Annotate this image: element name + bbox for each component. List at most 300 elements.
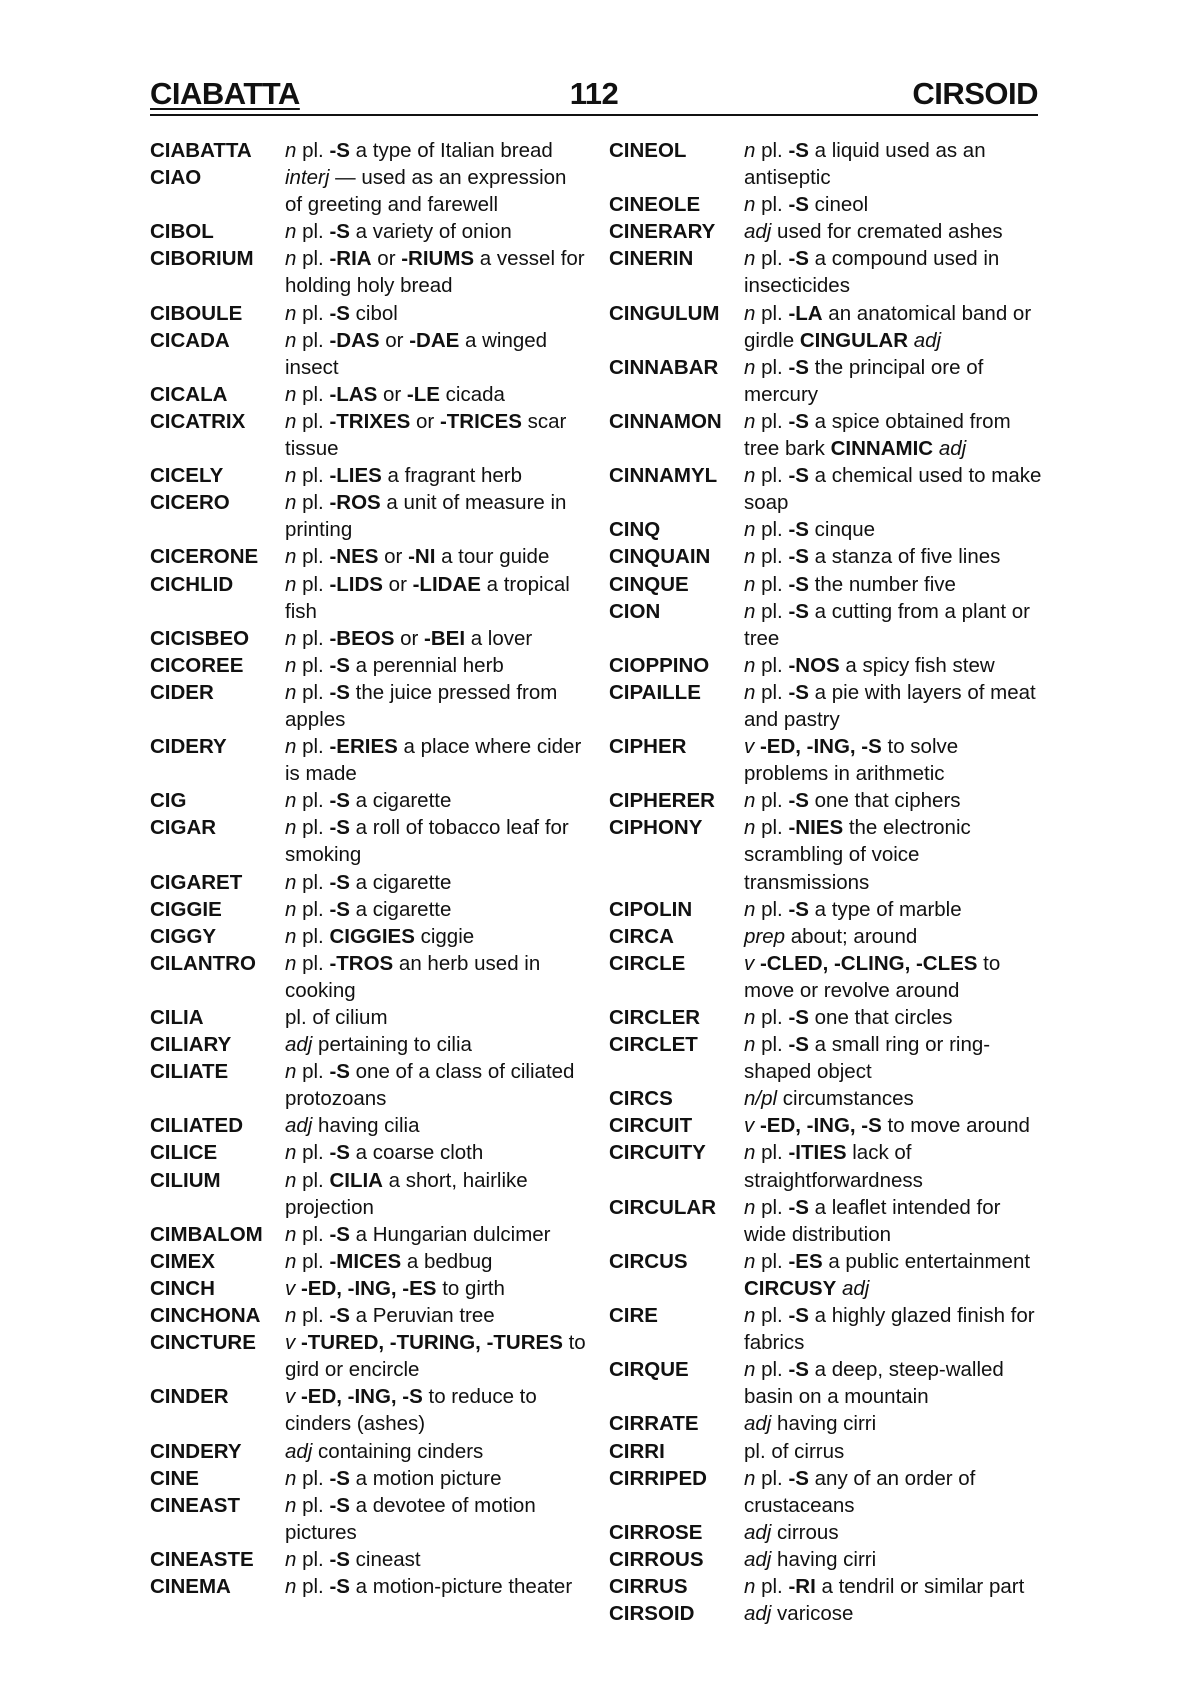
definition-text: pl. xyxy=(296,409,330,433)
inflection: -S xyxy=(329,1141,350,1165)
dictionary-entry xyxy=(609,1573,1049,1600)
definition xyxy=(744,462,1047,516)
headword: CINEASTE xyxy=(150,1547,254,1571)
headword: CIRRI xyxy=(609,1439,665,1463)
dictionary-entry xyxy=(150,1112,590,1139)
definition xyxy=(744,191,1047,218)
part-of-speech: n xyxy=(285,653,297,677)
part-of-speech: n xyxy=(744,139,756,162)
dictionary-entry xyxy=(150,1383,590,1437)
definition xyxy=(285,571,588,625)
definition-text: pl. xyxy=(296,1168,330,1192)
dictionary-entry xyxy=(150,1221,590,1248)
dictionary-entry xyxy=(150,1573,590,1600)
dictionary-entry xyxy=(150,733,590,787)
definition xyxy=(744,814,1047,895)
part-of-speech: n xyxy=(285,491,297,515)
definition xyxy=(285,679,588,733)
part-of-speech: n xyxy=(744,1141,756,1165)
dictionary-entry xyxy=(609,896,1049,923)
inflection: -S xyxy=(788,897,809,921)
right-column xyxy=(609,137,1049,1627)
part-of-speech: interj xyxy=(285,166,330,190)
part-of-speech: n xyxy=(744,1304,756,1328)
definition-text: varicose xyxy=(771,1602,854,1626)
definition xyxy=(744,137,1047,191)
headword: CION xyxy=(609,599,661,623)
definition xyxy=(285,164,588,218)
definition-text: a fragrant herb xyxy=(381,464,523,488)
dictionary-entry xyxy=(609,598,1049,652)
part-of-speech: n xyxy=(744,1033,756,1057)
dictionary-entry xyxy=(609,218,1049,245)
part-of-speech: adj xyxy=(913,328,942,352)
inflection: -LIES xyxy=(329,464,382,488)
headword: CINERARY xyxy=(609,220,716,244)
definition xyxy=(285,1383,588,1437)
part-of-speech: n xyxy=(744,518,756,542)
inflection: -S xyxy=(329,870,350,894)
part-of-speech: n xyxy=(285,897,297,921)
definition xyxy=(285,652,588,679)
definition xyxy=(285,300,588,327)
dictionary-entry xyxy=(609,1465,1049,1519)
inflection: -RIUMS xyxy=(401,247,475,271)
definition xyxy=(744,896,1047,923)
definition xyxy=(744,598,1047,652)
definition-text: the juice pressed from apples xyxy=(285,680,558,731)
headword: CIPHONY xyxy=(609,816,703,840)
dictionary-entry xyxy=(609,923,1049,950)
inflection: -S xyxy=(788,1006,809,1029)
definition xyxy=(285,408,588,462)
definition xyxy=(285,543,588,570)
definition-text: pl. xyxy=(755,355,789,379)
dictionary-entry xyxy=(609,1139,1049,1193)
definition-text: pl. xyxy=(755,193,789,217)
part-of-speech: n xyxy=(285,951,297,975)
headword: CIBOULE xyxy=(150,301,243,325)
definition-text: to reduce to cinders (ashes) xyxy=(285,1385,537,1436)
part-of-speech: prep xyxy=(744,924,786,948)
headword: CILIARY xyxy=(150,1033,232,1057)
dictionary-entry xyxy=(609,1085,1049,1112)
definition-text: pl. xyxy=(296,1547,330,1571)
inflection: -S xyxy=(329,1574,350,1598)
definition-text: a cigarette xyxy=(349,897,452,921)
part-of-speech: n xyxy=(744,1358,756,1382)
inflection: CIGGIES xyxy=(329,924,415,948)
inflection: -LE xyxy=(406,382,440,406)
part-of-speech: n xyxy=(285,572,297,596)
definition xyxy=(285,625,588,652)
headword: CIRRUS xyxy=(609,1574,688,1598)
definition xyxy=(744,1573,1047,1600)
dictionary-entry xyxy=(150,625,590,652)
definition xyxy=(744,1139,1047,1193)
definition-text: pl. xyxy=(296,789,330,813)
definition xyxy=(744,1600,1047,1627)
dictionary-entry xyxy=(150,137,590,164)
definition-text: an anatomical band or girdle xyxy=(744,301,1032,352)
dictionary-entry xyxy=(150,1004,590,1031)
inflection: -S xyxy=(788,1033,809,1057)
definition-text: a tropical fish xyxy=(285,572,570,623)
part-of-speech: n xyxy=(285,301,297,325)
inflection: -S xyxy=(788,355,809,379)
definition-text: a vessel for holding holy bread xyxy=(285,247,585,298)
dictionary-entry xyxy=(150,218,590,245)
inflection: -S xyxy=(788,193,809,217)
definition-text: or xyxy=(377,382,407,406)
definition-text: pl. of cilium xyxy=(285,1006,388,1029)
inflection: -S xyxy=(329,653,350,677)
headword: CILIUM xyxy=(150,1168,221,1192)
headword: CINDERY xyxy=(150,1439,242,1463)
definition xyxy=(744,516,1047,543)
inflection: -S xyxy=(329,301,350,325)
dictionary-entry xyxy=(150,1438,590,1465)
definition xyxy=(285,381,588,408)
headword: CINEOLE xyxy=(609,193,701,217)
dictionary-entry xyxy=(609,787,1049,814)
headword: CIDERY xyxy=(150,735,227,759)
definition-text: cinque xyxy=(808,518,876,542)
definition-text: a motion picture xyxy=(349,1466,502,1490)
headword: CIGGY xyxy=(150,924,217,948)
headword: CICERONE xyxy=(150,545,259,569)
headword: CICISBEO xyxy=(150,626,250,650)
definition xyxy=(744,652,1047,679)
part-of-speech: n xyxy=(744,599,756,623)
definition-text: cineast xyxy=(349,1547,421,1571)
part-of-speech: n xyxy=(744,1466,756,1490)
inflection: -S xyxy=(329,220,350,244)
inflection: -S xyxy=(788,1358,809,1382)
definition-text: pl. xyxy=(755,1249,789,1273)
definition-text: pl. xyxy=(755,680,789,704)
definition-text: a stanza of five lines xyxy=(808,545,1001,569)
headword: CINNABAR xyxy=(609,355,719,379)
part-of-speech: n xyxy=(285,1060,297,1084)
headword: CIDER xyxy=(150,680,214,704)
inflection: -ED, -ING, -ES xyxy=(300,1276,437,1300)
headword: CINEOL xyxy=(609,139,687,162)
headword: CILICE xyxy=(150,1141,218,1165)
part-of-speech: adj xyxy=(285,1114,313,1138)
definition-text: a cigarette xyxy=(349,789,452,813)
definition-text: pl. xyxy=(755,1141,789,1165)
definition-text: ciggie xyxy=(414,924,475,948)
inflection: -RIA xyxy=(329,247,372,271)
definition xyxy=(285,1438,588,1465)
definition-text: pl. xyxy=(296,1493,330,1517)
headword: CINQUE xyxy=(609,572,689,596)
inflection: -S xyxy=(329,1493,350,1517)
headword: CIRSOID xyxy=(609,1602,695,1626)
dictionary-entry xyxy=(150,896,590,923)
headword: CIRCLET xyxy=(609,1033,698,1057)
inflection: -S xyxy=(788,1466,809,1490)
definition-text: a motion-picture theater xyxy=(349,1574,573,1598)
part-of-speech: n xyxy=(744,680,756,704)
dictionary-entry xyxy=(609,1112,1049,1139)
inflection: -LIDS xyxy=(329,572,383,596)
dictionary-entry xyxy=(609,1031,1049,1085)
inflection: -ITIES xyxy=(788,1141,847,1165)
definition-text: — used as an expression of greeting and farewell xyxy=(285,166,567,217)
definition-text: or xyxy=(382,572,413,596)
headword: CIRRATE xyxy=(609,1412,699,1436)
headword: CIOPPINO xyxy=(609,653,710,677)
definition-text: pl. xyxy=(296,301,330,325)
part-of-speech: n xyxy=(744,572,756,596)
dictionary-entry xyxy=(609,516,1049,543)
inflection: -S xyxy=(788,464,809,488)
dictionary-entry xyxy=(150,1329,590,1383)
part-of-speech: n xyxy=(285,1141,297,1165)
dictionary-entry xyxy=(609,571,1049,598)
inflection: -S xyxy=(329,680,350,704)
definition xyxy=(285,218,588,245)
headword: CILIATED xyxy=(150,1114,244,1138)
inflection: -S xyxy=(329,1466,350,1490)
definition xyxy=(285,462,588,489)
definition-text: a type of Italian bread xyxy=(349,139,553,162)
definition-text: pl. of cirrus xyxy=(744,1439,845,1463)
definition-text: used for cremated ashes xyxy=(771,220,1003,244)
part-of-speech: v xyxy=(285,1331,296,1355)
guide-word-right: CIRSOID xyxy=(912,76,1038,111)
headword: CIBORIUM xyxy=(150,247,254,271)
inflection: -LAS xyxy=(329,382,378,406)
page-header xyxy=(150,74,1038,116)
part-of-speech: n xyxy=(744,545,756,569)
definition-text: a devotee of motion pictures xyxy=(285,1493,536,1544)
definition-text: pl. xyxy=(296,951,330,975)
definition-text: pl. xyxy=(755,545,789,569)
dictionary-entry xyxy=(150,1465,590,1492)
headword: CINE xyxy=(150,1466,199,1490)
definition-text: a spicy fish stew xyxy=(839,653,995,677)
headword: CINCH xyxy=(150,1276,215,1300)
dictionary-entry xyxy=(609,814,1049,895)
dictionary-entry xyxy=(150,1302,590,1329)
definition xyxy=(744,354,1047,408)
headword: CIPHER xyxy=(609,735,687,759)
headword: CINEAST xyxy=(150,1493,240,1517)
inflection: -S xyxy=(329,1060,350,1084)
definition xyxy=(285,814,588,868)
dictionary-entry xyxy=(609,191,1049,218)
part-of-speech: n xyxy=(744,193,756,217)
definition-text: pl. xyxy=(296,545,330,569)
part-of-speech: adj xyxy=(285,1033,313,1057)
part-of-speech: v xyxy=(744,1114,755,1138)
dictionary-entry xyxy=(150,1492,590,1546)
definition-text: a public entertainment xyxy=(822,1249,1031,1273)
definition xyxy=(285,896,588,923)
dictionary-entry xyxy=(609,354,1049,408)
inflection: -S xyxy=(788,139,809,162)
dictionary-entry xyxy=(150,408,590,462)
inflection: -S xyxy=(788,572,809,596)
definition-text: having cilia xyxy=(312,1114,420,1138)
inflection: -ERIES xyxy=(329,735,398,759)
definition-text: the number five xyxy=(808,572,956,596)
definition-text: pl. xyxy=(296,491,330,515)
part-of-speech: n xyxy=(285,626,297,650)
definition xyxy=(744,1112,1047,1139)
definition xyxy=(744,1248,1047,1302)
inflection: -NOS xyxy=(788,653,840,677)
dictionary-entry xyxy=(150,652,590,679)
definition-text: cicada xyxy=(439,382,505,406)
headword: CIMEX xyxy=(150,1249,215,1273)
part-of-speech: v xyxy=(285,1276,296,1300)
definition-text: pl. xyxy=(755,572,789,596)
definition-text: a winged insect xyxy=(285,328,548,379)
part-of-speech: n xyxy=(285,924,297,948)
definition xyxy=(744,787,1047,814)
dictionary-entry xyxy=(150,1058,590,1112)
definition-text: circumstances xyxy=(777,1087,914,1111)
inflection: -NIES xyxy=(788,816,844,840)
definition-text: pl. xyxy=(296,1304,330,1328)
headword: CINQ xyxy=(609,518,661,542)
definition-text: pl. xyxy=(755,816,789,840)
headword: CIRCUS xyxy=(609,1249,688,1273)
definition xyxy=(285,489,588,543)
definition xyxy=(285,1031,588,1058)
headword: CIRCLE xyxy=(609,951,686,975)
definition-text: pl. xyxy=(296,816,330,840)
definition-text: pl. xyxy=(755,1033,789,1057)
inflection: CIRCUSY xyxy=(744,1276,837,1300)
part-of-speech: v xyxy=(744,735,755,759)
definition-text: pl. xyxy=(296,572,330,596)
headword: CICATRIX xyxy=(150,409,246,433)
definition xyxy=(285,1248,588,1275)
definition-text: pl. xyxy=(296,626,330,650)
part-of-speech: n xyxy=(285,464,297,488)
headword: CIRROSE xyxy=(609,1520,703,1544)
headword: CIAO xyxy=(150,166,202,190)
definition-text: the electronic scrambling of voice transmissions xyxy=(744,816,971,894)
definition xyxy=(285,1329,588,1383)
dictionary-entry xyxy=(150,679,590,733)
dictionary-entry xyxy=(150,950,590,1004)
definition xyxy=(744,923,1047,950)
definition-text: pl. xyxy=(755,139,789,162)
part-of-speech: n xyxy=(744,1195,756,1219)
definition-text: pl. xyxy=(755,1006,789,1029)
dictionary-entry xyxy=(150,381,590,408)
inflection: -S xyxy=(329,1304,350,1328)
part-of-speech: n xyxy=(285,1547,297,1571)
headword: CIGGIE xyxy=(150,897,222,921)
headword: CINCTURE xyxy=(150,1331,256,1355)
definition-text: one that ciphers xyxy=(808,789,961,813)
headword: CICERO xyxy=(150,491,230,515)
headword: CIRCULAR xyxy=(609,1195,717,1219)
definition xyxy=(744,245,1047,299)
headword: CICADA xyxy=(150,328,230,352)
dictionary-entry xyxy=(150,300,590,327)
definition-text: a spice obtained from tree bark xyxy=(744,409,1011,461)
headword: CILIA xyxy=(150,1006,204,1029)
part-of-speech: adj xyxy=(744,1520,772,1544)
dictionary-entry xyxy=(609,137,1049,191)
dictionary-entry xyxy=(609,679,1049,733)
definition-text: to move or revolve around xyxy=(744,951,1001,1002)
part-of-speech: n xyxy=(744,1249,756,1273)
inflection: -TRICES xyxy=(439,409,522,433)
definition-text: a Peruvian tree xyxy=(349,1304,495,1328)
headword: CIRRIPED xyxy=(609,1466,707,1490)
definition xyxy=(744,1194,1047,1248)
definition xyxy=(285,1167,588,1221)
definition xyxy=(285,1139,588,1166)
dictionary-entry xyxy=(150,327,590,381)
definition xyxy=(285,950,588,1004)
part-of-speech: n xyxy=(285,1168,297,1192)
definition-text: a bedbug xyxy=(401,1249,493,1273)
definition-text: a perennial herb xyxy=(349,653,504,677)
definition xyxy=(744,571,1047,598)
definition xyxy=(285,1465,588,1492)
part-of-speech: n xyxy=(285,1304,297,1328)
inflection: -S xyxy=(788,789,809,813)
inflection: -NI xyxy=(408,545,436,569)
inflection: -S xyxy=(788,409,809,433)
definition-text: or xyxy=(394,626,425,650)
inflection: CILIA xyxy=(329,1168,383,1192)
headword: CIBOL xyxy=(150,220,214,244)
definition-text: pl. xyxy=(755,1304,789,1328)
part-of-speech: n xyxy=(744,1006,756,1029)
part-of-speech: adj xyxy=(744,1547,772,1571)
part-of-speech: adj xyxy=(938,437,967,461)
inflection: -MICES xyxy=(329,1249,402,1273)
definition-text: an herb used in cooking xyxy=(285,951,541,1002)
definition xyxy=(285,137,588,164)
definition-text: to girth xyxy=(436,1276,505,1300)
definition-text: a compound used in insecticides xyxy=(744,247,1000,298)
definition-text: a roll of tobacco leaf for smoking xyxy=(285,816,569,867)
dictionary-entry xyxy=(150,245,590,299)
headword: CIRCUITY xyxy=(609,1141,706,1165)
dictionary-entry xyxy=(609,733,1049,787)
dictionary-entry xyxy=(150,869,590,896)
definition-text: pl. xyxy=(296,220,330,244)
part-of-speech: n xyxy=(285,328,297,352)
definition-text: pl. xyxy=(296,735,330,759)
definition-text: one of a class of ciliated protozoans xyxy=(285,1060,575,1111)
definition-text: a lover xyxy=(465,626,533,650)
inflection: -ROS xyxy=(329,491,381,515)
guide-word-left: CIABATTA xyxy=(150,76,300,111)
part-of-speech: n xyxy=(285,220,297,244)
part-of-speech: adj xyxy=(744,1412,772,1436)
headword: CIABATTA xyxy=(150,139,252,162)
definition-text: pl. xyxy=(296,247,330,271)
definition-text: pl. xyxy=(296,328,330,352)
inflection: -LA xyxy=(788,301,823,325)
definition-text: a cigarette xyxy=(349,870,452,894)
part-of-speech: adj xyxy=(841,1276,870,1300)
part-of-speech: n xyxy=(744,816,756,840)
